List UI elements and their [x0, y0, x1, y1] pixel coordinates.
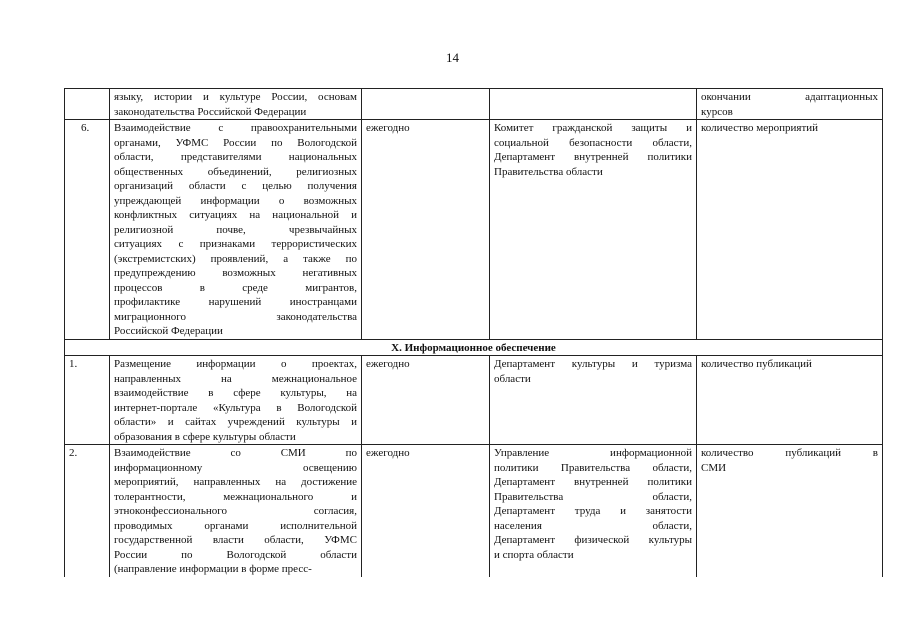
- cell-line: Департамент труда и занятости: [494, 505, 692, 517]
- action-cell: [110, 356, 362, 445]
- row-number: 2.: [65, 445, 110, 577]
- executor-cell: [490, 120, 697, 340]
- cell-line: общественных объединений, религиозных: [114, 165, 357, 178]
- cell-line: профилактике нарушений иностранцами: [114, 296, 357, 308]
- cell-line: населения области,: [494, 519, 692, 532]
- executor-cell: [490, 356, 697, 445]
- cell-line: конфликтных ситуациях на национальной и: [114, 209, 357, 221]
- cell-line: области: [494, 372, 531, 385]
- table-row: [65, 120, 883, 340]
- cell-line: социальной безопасности области,: [494, 136, 692, 149]
- action-cell: [110, 445, 362, 577]
- term-cell: [362, 89, 490, 120]
- cell-line: курсов: [701, 105, 733, 118]
- executor-cell: [490, 445, 697, 577]
- cell-line: России по Вологодской области: [114, 548, 357, 561]
- cell-line: направленных на межнациональное: [114, 372, 357, 385]
- cell-line: этноконфессионального согласия,: [114, 505, 357, 517]
- cell-line: Правительства области,: [494, 490, 692, 503]
- cell-line: ситуациях с признаками террористических: [114, 238, 357, 250]
- cell-line: (направление информации в форме пресс-: [114, 563, 312, 575]
- cell-line: проводимых органами исполнительной: [114, 519, 357, 532]
- table-row: [65, 356, 883, 445]
- term-cell: ежегодно: [362, 445, 490, 577]
- cell-line: органами, УФМС России по Вологодской: [114, 136, 357, 149]
- cell-line: взаимодействие в сфере культуры, на: [114, 387, 357, 399]
- plan-table: [64, 88, 883, 577]
- indicator-cell: [697, 356, 883, 445]
- cell-line: информационному освещению: [114, 461, 357, 474]
- cell-line: Взаимодействие со СМИ по: [114, 447, 357, 459]
- cell-line: религиозной почве, чрезвычайных: [114, 223, 357, 236]
- cell-line: упреждающей информации о возможных: [114, 194, 357, 207]
- cell-line: количество публикаций: [701, 358, 812, 370]
- cell-line: области» и сайтах учреждений культуры и: [114, 416, 357, 428]
- cell-line: интернет-портале «Культура в Вологодской: [114, 401, 357, 414]
- action-cell: [110, 120, 362, 340]
- indicator-cell: [697, 445, 883, 577]
- cell-line: Правительства области: [494, 165, 603, 178]
- cell-line: государственной власти области, УФМС: [114, 534, 357, 546]
- term-cell: ежегодно: [362, 356, 490, 445]
- table-row: [65, 445, 883, 577]
- cell-line: миграционного законодательства: [114, 310, 357, 323]
- table-row: [65, 89, 883, 120]
- row-number: 6.: [65, 120, 110, 340]
- cell-line: образования в сфере культуры области: [114, 430, 296, 443]
- indicator-cell: [697, 120, 883, 340]
- cell-line: области, представителями национальных: [114, 151, 357, 163]
- cell-line: политики Правительства области,: [494, 461, 692, 474]
- term-cell: ежегодно: [362, 120, 490, 340]
- cell-line: (экстремистских) проявлений, а также по: [114, 252, 357, 265]
- cell-line: мероприятий, направленных на достижение: [114, 476, 357, 488]
- section-row: [65, 339, 883, 356]
- cell-line: толерантности, межнационального и: [114, 490, 357, 503]
- row-number: [65, 89, 110, 120]
- cell-line: Управление информационной: [494, 447, 692, 459]
- cell-line: Департамент культуры и туризма: [494, 358, 692, 370]
- cell-line: языку, истории и культуре России, основам: [114, 91, 357, 103]
- cell-line: Размещение информации о проектах,: [114, 358, 357, 370]
- cell-line: предупреждению возможных негативных: [114, 267, 357, 279]
- cell-line: Российской Федерации: [114, 325, 223, 337]
- cell-line: Департамент внутренней политики: [494, 151, 692, 163]
- section-title: X. Информационное обеспечение: [65, 339, 883, 356]
- cell-line: окончании адаптационных: [701, 91, 878, 103]
- cell-line: законодательства Российской Федерации: [114, 105, 307, 118]
- cell-line: количество публикаций в: [701, 447, 878, 459]
- action-cell: [110, 89, 362, 120]
- cell-line: Департамент физической культуры: [494, 534, 692, 546]
- page-number: 14: [446, 50, 459, 65]
- cell-line: количество мероприятий: [701, 122, 819, 134]
- cell-line: Департамент внутренней политики: [494, 476, 692, 488]
- cell-line: организаций области с целью получения: [114, 180, 357, 192]
- row-number: 1.: [65, 356, 110, 445]
- cell-line: Взаимодействие с правоохранительными: [114, 122, 357, 134]
- cell-line: СМИ: [701, 461, 727, 474]
- indicator-cell: [697, 89, 883, 120]
- cell-line: процессов в среде мигрантов,: [114, 281, 357, 294]
- cell-line: Комитет гражданской защиты и: [494, 122, 692, 134]
- cell-line: и спорта области: [494, 548, 574, 561]
- executor-cell: [490, 89, 697, 120]
